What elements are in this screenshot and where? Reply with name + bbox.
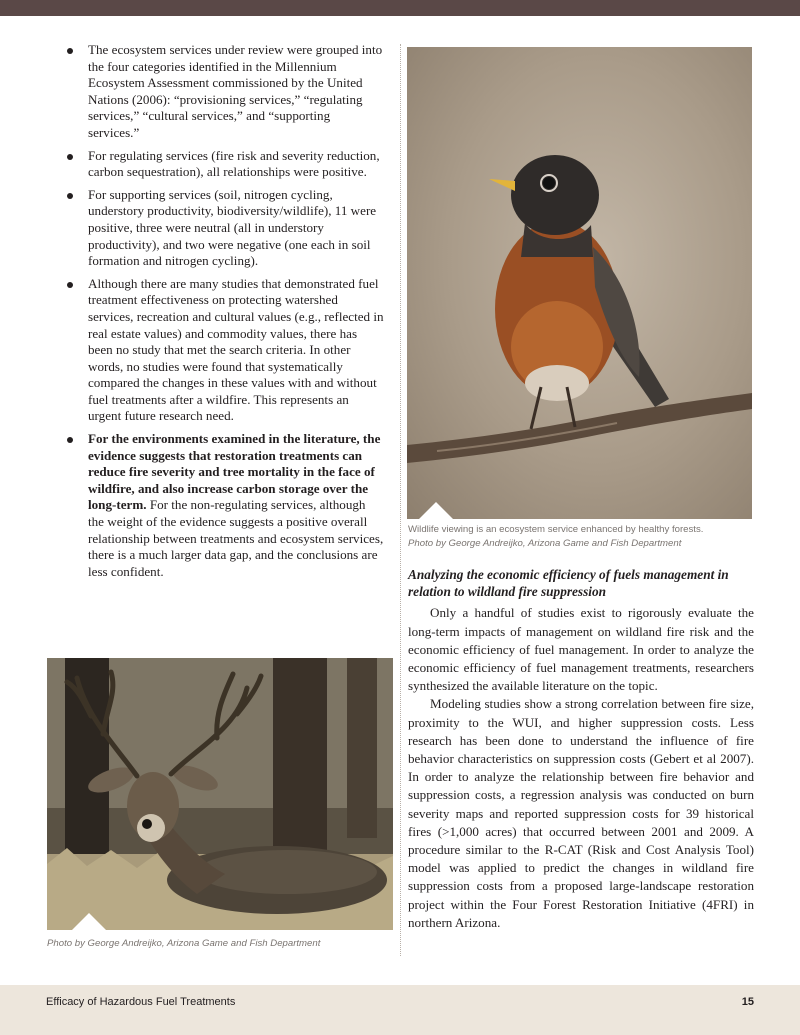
findings-bullet-list — [62, 42, 384, 580]
robin-illustration — [407, 47, 752, 519]
deer-illustration — [47, 658, 393, 930]
column-divider — [400, 44, 401, 956]
section-paragraph-1: Only a handful of studies exist to rigorously evaluate the long-term impacts of management on wildland fire risk and the economic efficiency of fuel management. In order to analyze the economic efficiency of fuel management treatments, researchers synthesized the available literature on the topic. — [408, 605, 754, 694]
footer-title: Efficacy of Hazardous Fuel Treatments — [46, 996, 236, 1008]
robin-photo-notch — [419, 502, 453, 519]
robin-photo-credit: Photo by George Andreijko, Arizona Game and Fish Department — [408, 537, 682, 549]
deer-photo — [47, 658, 393, 930]
section-paragraph-2: Modeling studies show a strong correlation between fire size, proximity to the WUI, and higher suppression costs. Less research has been done to understand the influence of fire behavior characteristics on suppression costs (Gebert et al 2007). In order to analyze the relationship between fire behavior and suppression costs, a regression analysis was conducted on burn severity maps and reported suppression costs for 39 historical fires (>1,000 acres) that occurred between 2001 and 2009. A procedure similar to the R-CAT (Risk and Cost Analysis Tool) model was applied to predict the changes in wildland fire suppression costs from a proposed large-landscape restoration project within the Four Forest Restoration Initiative (4FRI) in northern Arizona. — [408, 696, 754, 930]
bullet-item-regulating: For regulating services (fire risk and severity reduction, carbon sequestration), all relationships were positive. — [62, 148, 384, 181]
bullet-item-categories: The ecosystem services under review were grouped into the four categories identified in the Millennium Ecosystem Assessment commissioned by the United Nations (2006): “provisioning services,” “regulating services,” “cultural services,” and “supporting services.” — [62, 42, 384, 142]
left-column — [62, 42, 384, 586]
deer-photo-credit: Photo by George Andreijko, Arizona Game and Fish Department — [47, 938, 321, 949]
top-color-bar — [0, 0, 800, 16]
bullet-item-research-need: Although there are many studies that demonstrated fuel treatment effectiveness on protecting watershed services, recreation and cultural values (e.g., reflected in real estate values) and commodity values, there has been no study that met the search criteria. In other words, no studies were found that systematically compared the changes in these values with and without fuel treatments after a wildfire. This represents an urgent future research need. — [62, 276, 384, 425]
deer-caption — [47, 937, 393, 951]
bullet-item-conclusion — [62, 431, 384, 580]
section-heading: Analyzing the economic efficiency of fuels management in relation to wildland fire suppression — [408, 567, 729, 600]
economic-efficiency-section — [408, 566, 754, 932]
page-number: 15 — [741, 996, 754, 1008]
robin-photo — [407, 47, 752, 519]
robin-caption — [408, 523, 754, 550]
bullet-conclusion-bold: For the environments examined in the literature, the evidence suggests that restoration treatments can reduce fire severity and tree mortality in the face of wildfire, and also increase carbon storage over the long-term. — [88, 431, 381, 513]
bullet-conclusion-rest: For the non-regulating services, although the weight of the evidence suggests a positive overall relationship between treatments and ecosystem services, there is a much larger data gap, and the conclusions are less confident. — [88, 497, 384, 579]
page-footer — [0, 985, 800, 1035]
bullet-item-supporting: For supporting services (soil, nitrogen cycling, understory productivity, biodiversity/wildlife), 11 were positive, three were neutral (all in understory productivity), and two were negative (one each in soil formation and nitrogen cycling). — [62, 187, 384, 270]
robin-caption-text: Wildlife viewing is an ecosystem service enhanced by healthy forests. — [408, 524, 704, 535]
deer-photo-notch — [72, 913, 106, 930]
